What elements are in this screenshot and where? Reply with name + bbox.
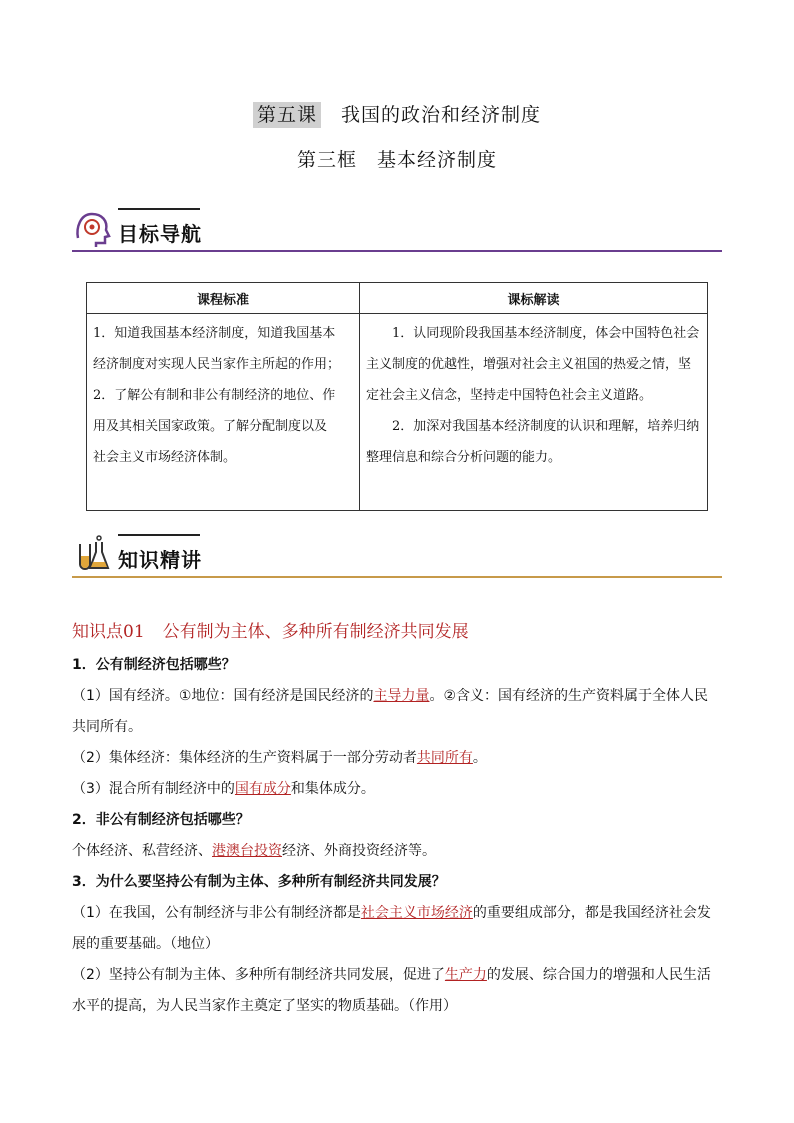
- standards-line: 用及其相关国家政策。了解分配制度以及: [93, 419, 328, 434]
- lesson-name: 我国的政治和经济制度: [341, 104, 542, 126]
- answer-keyword: 港澳台投资: [212, 843, 282, 859]
- answer-text: （3）混合所有制经济中的: [72, 781, 235, 797]
- header-overline: [118, 534, 200, 536]
- goal-section-rule: [72, 250, 722, 252]
- answer-text: 的发展、综合国力的增强和人民生活水平的提高，为人民当家作主奠定了坚实的物质基础。（作用）: [72, 967, 711, 1014]
- knowledge-section-rule: [72, 576, 722, 578]
- knowledge-point-number: 知识点01: [72, 622, 145, 642]
- answer-text: 和集体成分。: [290, 781, 375, 797]
- interpretation-header: 课标解读: [360, 283, 708, 314]
- standards-line: 经济制度对实现人民当家作主所起的作用；: [93, 357, 341, 372]
- answer-line: [72, 960, 722, 1022]
- answer-line: [72, 774, 722, 805]
- standards-line: 社会主义市场经济体制。: [93, 450, 237, 465]
- answer-line: [72, 743, 722, 774]
- answer-line: [72, 681, 722, 743]
- answer-keyword: 生产力: [444, 967, 487, 983]
- answer-text: （2）集体经济：集体经济的生产资料属于一部分劳动者: [72, 750, 417, 766]
- answer-text: （1）国有经济。①地位：国有经济是国民经济的: [72, 688, 374, 704]
- standards-cell: [87, 314, 360, 511]
- knowledge-section-title: 知识精讲: [118, 548, 202, 572]
- answer-text: （1）在我国，公有制经济与非公有制经济都是: [72, 905, 361, 921]
- standards-header: 课程标准: [87, 283, 360, 314]
- lab-flask-icon: [72, 534, 112, 574]
- answer-keyword: 社会主义市场经济: [360, 905, 473, 921]
- frame-title: [0, 145, 794, 172]
- answer-text: 个体经济、私营经济、: [72, 843, 212, 859]
- answer-line: [72, 898, 722, 960]
- interpretation-cell: [360, 314, 708, 511]
- frame-number: 第三框: [296, 149, 357, 171]
- knowledge-content: [72, 650, 722, 1022]
- standards-line: 2．了解公有制和非公有制经济的地位、作: [93, 388, 336, 403]
- standards-line: 1．知道我国基本经济制度，知道我国基本: [93, 326, 336, 341]
- goal-section-header: [72, 208, 722, 252]
- knowledge-section-header: [72, 534, 722, 578]
- brain-head-icon: [72, 208, 112, 248]
- answer-keyword: 共同所有: [416, 750, 473, 766]
- curriculum-standards-table: [86, 282, 708, 511]
- question-1: 1．公有制经济包括哪些？: [72, 657, 236, 673]
- answer-text: 经济、外商投资经济等。: [282, 843, 436, 859]
- answer-keyword: 主导力量: [373, 688, 430, 704]
- lesson-title: [0, 100, 794, 127]
- answer-keyword: 国有成分: [234, 781, 291, 797]
- question-2: 2．非公有制经济包括哪些？: [72, 812, 250, 828]
- lesson-number: 第五课: [253, 102, 321, 128]
- goal-section-title: 目标导航: [118, 222, 202, 246]
- answer-text: 的重要组成部分，都是我国经济社会发展的重要基础。（地位）: [72, 905, 711, 952]
- knowledge-point-title: [72, 617, 469, 642]
- answer-text: （2）坚持公有制为主体、多种所有制经济共同发展，促进了: [72, 967, 445, 983]
- question-3: 3．为什么要坚持公有制为主体、多种所有制经济共同发展？: [72, 874, 446, 890]
- interpretation-paragraph: 2．加深对我国基本经济制度的认识和理解，培养归纳整理信息和综合分析问题的能力。: [366, 419, 700, 465]
- answer-text: 。②含义：国有经济的生产资料属于全体人民共同所有。: [72, 688, 709, 735]
- knowledge-point-name: 公有制为主体、多种所有制经济共同发展: [162, 622, 469, 642]
- header-overline: [118, 208, 200, 210]
- interpretation-paragraph: 1．认同现阶段我国基本经济制度，体会中国特色社会主义制度的优越性，增强对社会主义祖国的热爱之情，坚定社会主义信念，坚持走中国特色社会主义道路。: [366, 326, 700, 403]
- answer-text: 。: [472, 750, 487, 766]
- frame-name: 基本经济制度: [377, 149, 498, 171]
- answer-line: [72, 836, 722, 867]
